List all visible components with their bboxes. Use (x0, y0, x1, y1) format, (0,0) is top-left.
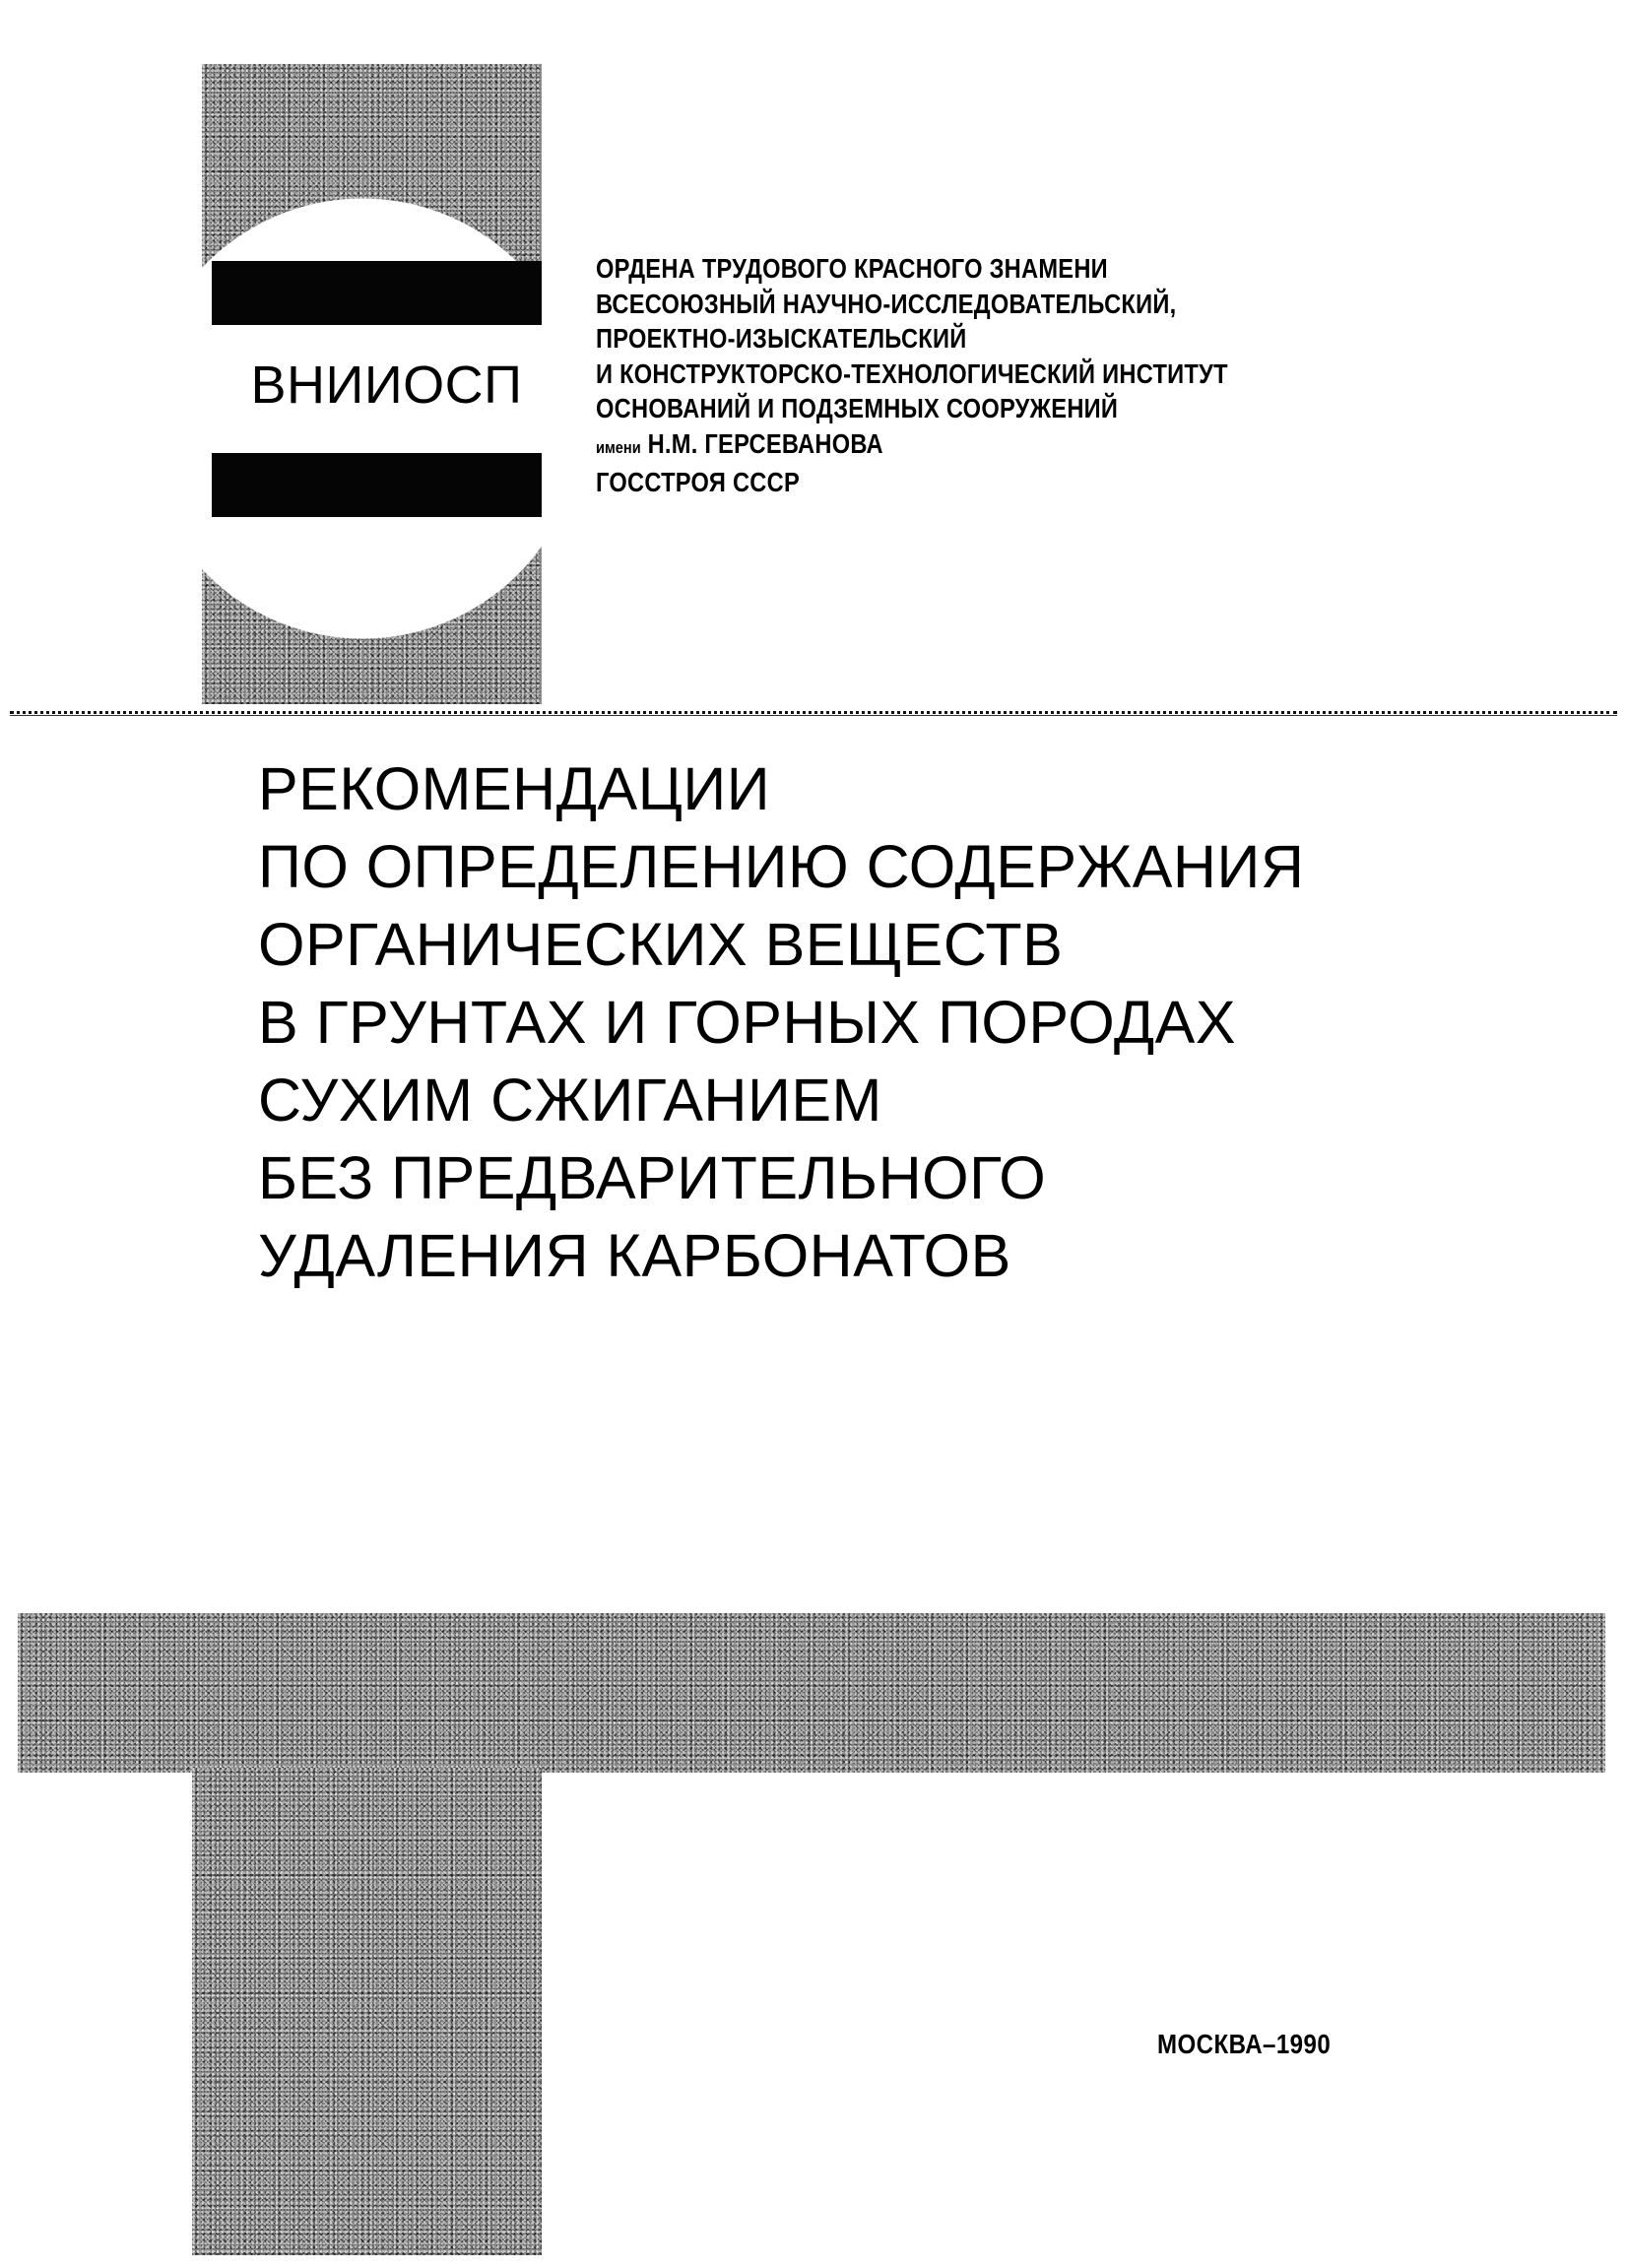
institute-line: ОРДЕНА ТРУДОВОГО КРАСНОГО ЗНАМЕНИ (596, 253, 1108, 284)
logo (231, 347, 542, 423)
document-title (258, 750, 1538, 1295)
namesake-name: Н.М. ГЕРСЕВАНОВА (647, 427, 883, 459)
logo-bar-top (212, 261, 542, 325)
divider-line-rule (10, 715, 1617, 716)
publication-imprint: МОСКВА–1990 (1157, 2029, 1332, 2059)
institute-name (596, 251, 1443, 500)
institute-parent: ГОССТРОЯ СССР (596, 467, 800, 497)
title-line: ОРГАНИЧЕСКИХ ВЕЩЕСТВ (258, 911, 1064, 978)
institute-line: ВСЕСОЮЗНЫЙ НАУЧНО-ИССЛЕДОВАТЕЛЬСКИЙ, (596, 288, 1177, 319)
title-line: СУХИМ СЖИГАНИЕМ (258, 1067, 882, 1134)
institute-namesake (596, 426, 1443, 466)
institute-line: ПРОЕКТНО-ИЗЫСКАТЕЛЬСКИЙ (596, 323, 967, 354)
title-line: РЕКОМЕНДАЦИИ (258, 755, 771, 822)
namesake-prefix: имени (596, 437, 641, 457)
institute-line: ОСНОВАНИЙ И ПОДЗЕМНЫХ СООРУЖЕНИЙ (596, 393, 1119, 423)
logo-bar-bottom (212, 453, 542, 517)
title-line: БЕЗ ПРЕДВАРИТЕЛЬНОГО (258, 1144, 1047, 1211)
title-line: ПО ОПРЕДЕЛЕНИЮ СОДЕРЖАНИЯ (258, 833, 1305, 900)
halftone-column-bottom (192, 1768, 542, 2255)
institute-line: И КОНСТРУКТОРСКО-ТЕХНОЛОГИЧЕСКИЙ ИНСТИТУТ (596, 357, 1228, 389)
halftone-band (18, 1613, 1605, 1773)
logo-abbreviation: ВНИИОСП (250, 356, 523, 415)
divider-line (10, 711, 1617, 714)
title-line: В ГРУНТАХ И ГОРНЫХ ПОРОДАХ (258, 989, 1237, 1056)
title-line: УДАЛЕНИЯ КАРБОНАТОВ (258, 1222, 1011, 1289)
